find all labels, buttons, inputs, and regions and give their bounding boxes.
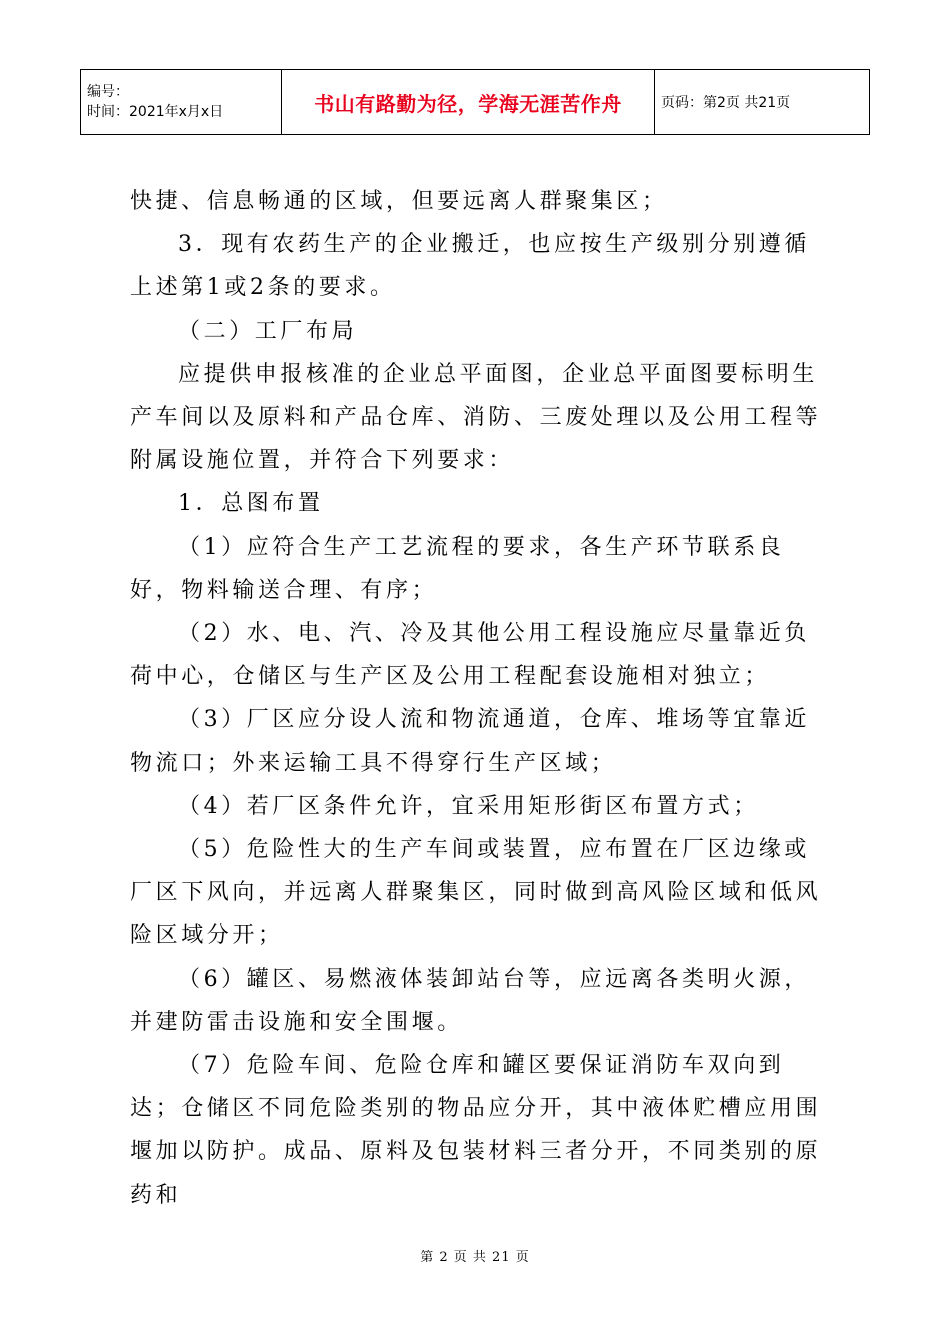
document-body: [130, 180, 830, 1217]
paragraph: 快捷、信息畅通的区域，但要远离人群聚集区；: [130, 189, 668, 214]
paragraph: 3．现有农药生产的企业搬迁，也应按生产级别分别遵循上述第1或2条的要求。: [130, 232, 810, 301]
list-item: （6）罐区、易燃液体装卸站台等，应远离各类明火源，并建防雷击设施和安全围堰。: [130, 966, 810, 1035]
list-item: （4）若厂区条件允许，宜采用矩形街区布置方式；: [178, 793, 759, 819]
list-item: （2）水、电、汽、冷及其他公用工程设施应尽量靠近负荷中心，仓储区与生产区及公用工程配套设施相对独立；: [130, 621, 810, 690]
document-header: [80, 69, 870, 135]
subsection-heading: 1．总图布置: [178, 491, 324, 517]
list-item: （7）危险车间、危险仓库和罐区要保证消防车双向到达；仓储区不同危险类别的物品应分开，其中液体贮槽应用围堰加以防护。成品、原料及包装材料三者分开，不同类别的原药和: [130, 1053, 822, 1208]
document-number-label: 编号：: [87, 84, 129, 100]
header-motto: 书山有路勤为径，学海无涯苦作舟: [282, 70, 655, 135]
header-meta: [81, 70, 282, 135]
page-footer: 第 2 页 共 21 页: [420, 1250, 530, 1265]
paragraph: 应提供申报核准的企业总平面图，企业总平面图要标明生产车间以及原料和产品仓库、消防、三废处理以及公用工程等附属设施位置，并符合下列要求：: [130, 361, 822, 474]
document-time-label: 时间：2021年x月x日: [87, 104, 224, 120]
list-item: （5）危险性大的生产车间或装置，应布置在厂区边缘或厂区下风向，并远离人群聚集区，同时做到高风险区域和低风险区域分开；: [130, 837, 822, 949]
section-heading: （二）工厂布局: [178, 318, 358, 344]
list-item: （3）厂区应分设人流和物流通道，仓库、堆场等宜靠近物流口；外来运输工具不得穿行生产区域；: [130, 707, 810, 776]
header-page-info: 页码：第2页 共21页: [655, 70, 870, 135]
list-item: （1）应符合生产工艺流程的要求，各生产环节联系良好，物料输送合理、有序；: [130, 534, 785, 603]
